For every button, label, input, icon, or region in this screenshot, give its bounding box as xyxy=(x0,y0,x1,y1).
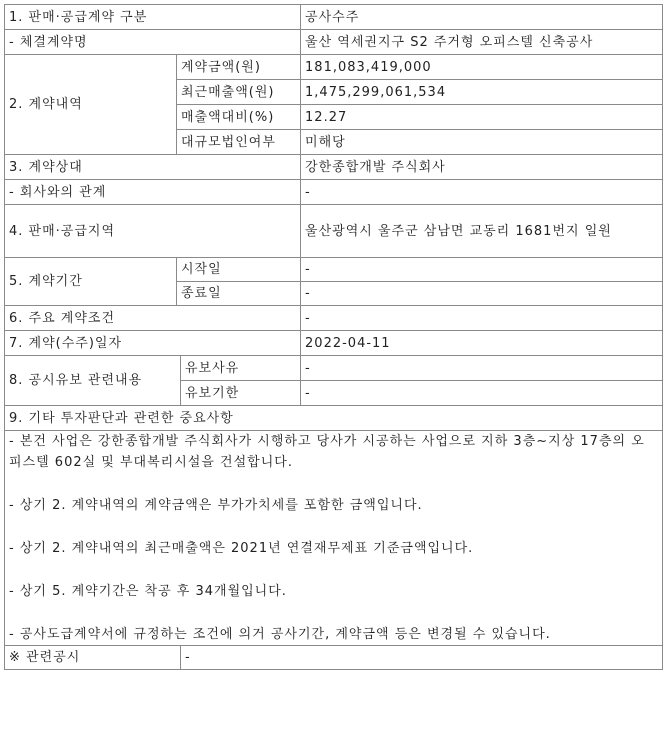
category-row xyxy=(5,5,663,30)
note-item: - 상기 5. 계약기간은 착공 후 34개월입니다. xyxy=(9,584,287,599)
relationship-value: - xyxy=(301,180,663,205)
related-disclosure-row xyxy=(5,646,663,670)
recent-sales-label: 최근매출액(원) xyxy=(177,80,301,105)
contract-amount-value: 181,083,419,000 xyxy=(301,55,663,80)
deferral-label: 8. 공시유보 관련내용 xyxy=(5,356,181,406)
period-start-row xyxy=(5,258,663,282)
category-label: 1. 판매·공급계약 구분 xyxy=(5,5,301,30)
counterparty-label: 3. 계약상대 xyxy=(5,155,301,180)
region-label: 4. 판매·공급지역 xyxy=(5,205,301,258)
period-start-label: 시작일 xyxy=(177,258,301,282)
contract-name-row xyxy=(5,30,663,55)
contract-name-label: - 체결계약명 xyxy=(5,30,301,55)
recent-sales-value: 1,475,299,061,534 xyxy=(301,80,663,105)
deferral-reason-label: 유보사유 xyxy=(181,356,301,381)
note-item: - 공사도급계약서에 규정하는 조건에 의거 공사기간, 계약금액 등은 변경될 수 있습니다. xyxy=(9,627,551,642)
deferral-deadline-label: 유보기한 xyxy=(181,381,301,406)
period-start-value: - xyxy=(301,258,663,282)
note-item: - 상기 2. 계약내역의 계약금액은 부가가치세를 포함한 금액입니다. xyxy=(9,498,423,513)
conditions-value: - xyxy=(301,306,663,331)
relationship-label: - 회사와의 관계 xyxy=(5,180,301,205)
relationship-row xyxy=(5,180,663,205)
note-item: - 상기 2. 계약내역의 최근매출액은 2021년 연결재무제표 기준금액입니다. xyxy=(9,541,474,556)
related-disclosure-value: - xyxy=(181,646,663,670)
contract-date-value: 2022-04-11 xyxy=(301,331,663,356)
region-value: 울산광역시 울주군 삼남면 교동리 1681번지 일원 xyxy=(301,205,663,258)
period-end-label: 종료일 xyxy=(177,282,301,306)
period-label: 5. 계약기간 xyxy=(5,258,177,306)
conditions-label: 6. 주요 계약조건 xyxy=(5,306,301,331)
large-corp-label: 대규모법인여부 xyxy=(177,130,301,155)
counterparty-value: 강한종합개발 주식회사 xyxy=(301,155,663,180)
contract-disclosure-table xyxy=(4,4,663,670)
contract-name-value: 울산 역세권지구 S2 주거형 오피스텔 신축공사 xyxy=(301,30,663,55)
contract-date-label: 7. 계약(수주)일자 xyxy=(5,331,301,356)
contract-amount-label: 계약금액(원) xyxy=(177,55,301,80)
sales-ratio-value: 12.27 xyxy=(301,105,663,130)
counterparty-row xyxy=(5,155,663,180)
other-matters-notes-row xyxy=(5,431,663,646)
contract-date-row xyxy=(5,331,663,356)
large-corp-value: 미해당 xyxy=(301,130,663,155)
contract-amount-row xyxy=(5,55,663,80)
category-value: 공사수주 xyxy=(301,5,663,30)
deferral-reason-row xyxy=(5,356,663,381)
period-end-value: - xyxy=(301,282,663,306)
other-matters-notes xyxy=(5,431,663,646)
related-disclosure-label: ※ 관련공시 xyxy=(5,646,181,670)
deferral-reason-value: - xyxy=(301,356,663,381)
deferral-deadline-value: - xyxy=(301,381,663,406)
note-item: - 본건 사업은 강한종합개발 주식회사가 시행하고 당사가 시공하는 사업으로 지하 3층~지상 17층의 오피스텔 602실 및 부대복리시설을 건설합니다. xyxy=(9,434,645,470)
conditions-row xyxy=(5,306,663,331)
contract-details-label: 2. 계약내역 xyxy=(5,55,177,155)
region-row xyxy=(5,205,663,258)
other-matters-label: 9. 기타 투자판단과 관련한 중요사항 xyxy=(5,406,663,431)
sales-ratio-label: 매출액대비(%) xyxy=(177,105,301,130)
other-matters-header-row xyxy=(5,406,663,431)
